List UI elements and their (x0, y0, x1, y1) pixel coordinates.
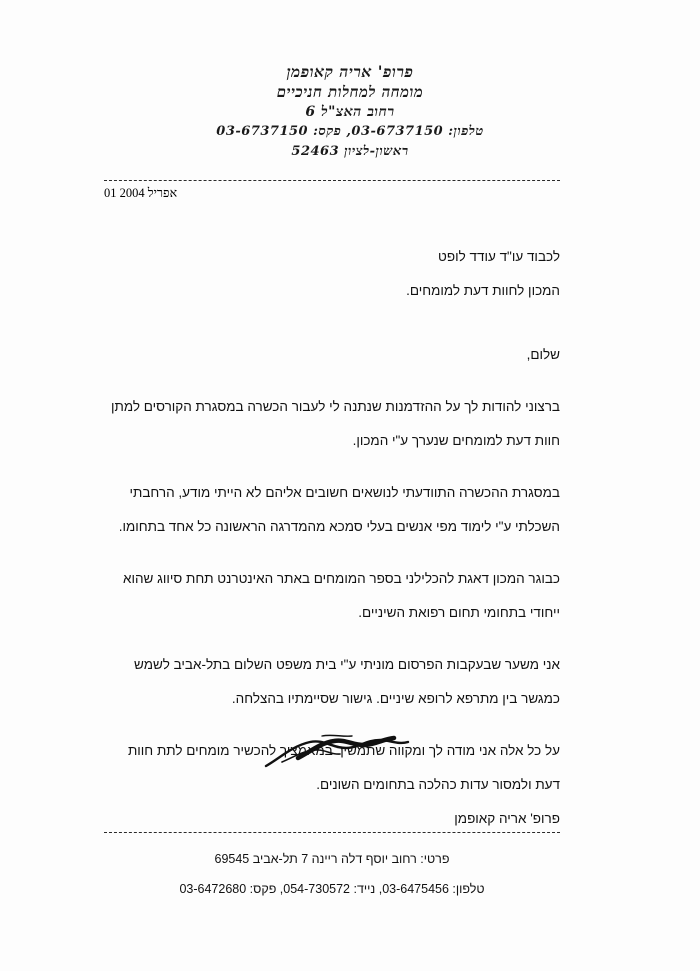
paragraph-line: דעת ולמסור עדות כהלכה בתחומים השונים. (316, 777, 560, 792)
addressee-line-1: לכבוד עו"ד עודד לופט (438, 249, 560, 264)
paragraph-line: ייחודי בתחומי תחום רפואת השיניים. (358, 605, 560, 620)
divider-top (104, 180, 560, 181)
footer-address: פרטי: רחוב יוסף דלה ריינה 7 תל-אביב 69545 (214, 852, 450, 866)
letter-date: 01 אפריל 2004 (104, 186, 178, 200)
paragraph-line: כמגשר בין מתרפא לרופא שיניים. גישור שסיימתיו בהצלחה. (231, 691, 560, 706)
paragraph-line: במסגרת ההכשרה התוודעתי לנושאים חשובים אליהם לא הייתי מודע, הרחבתי (129, 485, 560, 500)
handwritten-signature (262, 728, 412, 774)
paragraph-line: ברצוני להודות לך על ההזדמנות שנתנה לי לעבור הכשרה במסגרת הקורסים למתן (110, 399, 560, 414)
paragraph-line: אני משער שבעקבות הפרסום מוניתי ע"י בית משפט השלום בתל-אביב לשמש (133, 657, 560, 672)
letterhead (0, 62, 700, 162)
greeting: שלום, (526, 347, 560, 362)
spacer (104, 630, 560, 648)
signature-name: פרופ' אריה קאופמן (454, 811, 560, 826)
spacer (104, 458, 560, 476)
letter-footer (104, 844, 560, 904)
letterhead-name: פרופ' אריה קאופמן (286, 62, 414, 81)
paragraph-line: על כל אלה אני מודה לך ומקווה שתמשיך במאמציך להכשיר מומחים לתת חוות (127, 743, 560, 758)
addressee-line-2: המכון לחוות דעת למומחים. (406, 283, 560, 298)
divider-bottom (104, 832, 560, 833)
spacer (104, 372, 560, 390)
letterhead-address: רחוב האצ"ל 6 (305, 104, 395, 120)
paragraph-line: חוות דעת למומחים שנערך ע"י המכון. (352, 433, 560, 448)
footer-phones: טלפון: 03-6475456, נייד: 054-730572, פקס: 03-6472680 (179, 882, 485, 896)
paragraph-line: השכלתי ע"י לימוד מפי אנשים בעלי סמכא מהמדרגה הראשונה כל אחד בתחומו. (118, 519, 560, 534)
letterhead-title: מומחה למחלות חניכיים (276, 83, 424, 101)
spacer (104, 308, 560, 338)
spacer (104, 544, 560, 562)
letterhead-city: ראשון-לציון 52463 (291, 144, 409, 159)
paragraph-line: כבוגר המכון דאגת להכלילני בספר המומחים באתר האינטרנט תחת סיווג שהוא (123, 571, 560, 586)
letterhead-phones: טלפון: 03-6737150, פקס: 03-6737150 (216, 124, 484, 139)
